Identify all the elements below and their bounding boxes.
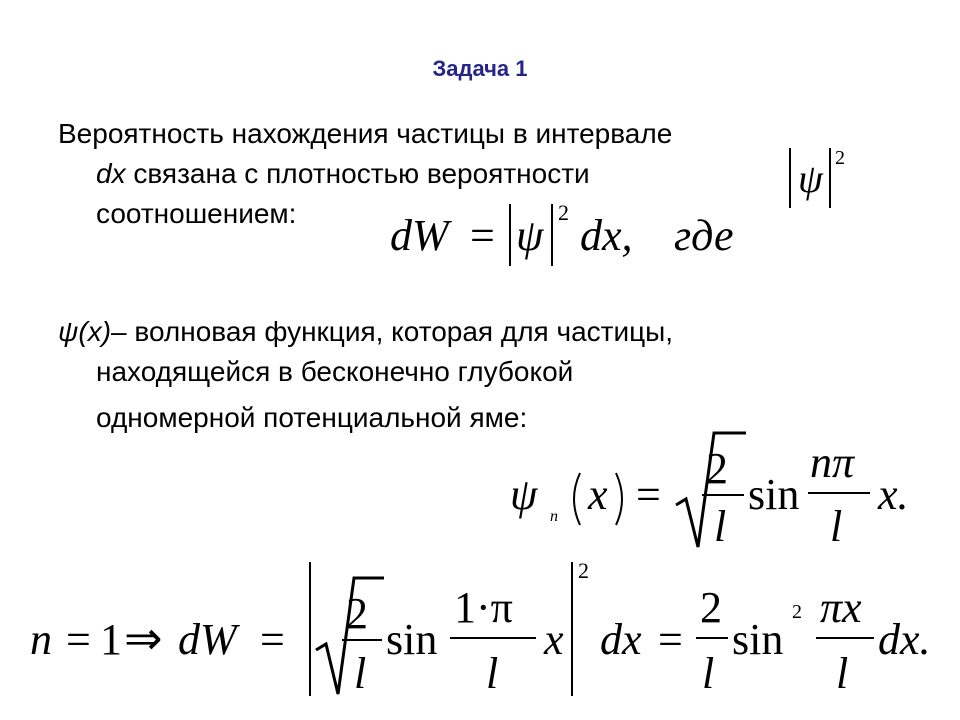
svg-text:n: n [30, 615, 52, 664]
para2-line3: одномерной потенциальной яме: [96, 402, 528, 433]
para1-line1: Вероятность нахождения частицы в интервале [58, 118, 673, 149]
svg-text:dx,: dx, [580, 211, 633, 260]
svg-text:sin: sin [386, 615, 438, 664]
svg-text:=: = [66, 615, 91, 664]
svg-text:x: x [544, 615, 564, 664]
svg-text:x: x [588, 470, 608, 519]
svg-text:=: = [636, 470, 661, 519]
svg-text:1·π: 1·π [454, 583, 513, 632]
svg-text:sin: sin [732, 615, 784, 664]
dw-relation-formula [390, 194, 770, 274]
svg-text:ψ: ψ [510, 470, 538, 519]
svg-text:2: 2 [558, 200, 569, 225]
svg-text:n: n [550, 508, 558, 525]
svg-text:⇒: ⇒ [124, 613, 163, 664]
svg-text:πx: πx [820, 583, 862, 632]
svg-text:sin: sin [748, 470, 800, 519]
svg-text:=: = [470, 211, 495, 260]
svg-text:l: l [702, 649, 715, 698]
para1-line2: dx связана с плотностью вероятности [96, 158, 590, 189]
svg-text:dx.: dx. [878, 615, 931, 664]
para2-line1: ψ(x)– волновая функция, которая для частицы, [58, 316, 674, 347]
svg-text:=: = [658, 615, 683, 664]
paragraph-wavefunction [58, 312, 673, 438]
psi-x-variable: ψ(x) [58, 316, 112, 347]
svg-text:nπ: nπ [810, 438, 855, 487]
slide-title: Задача 1 [432, 56, 528, 81]
svg-text:ψ: ψ [516, 211, 544, 260]
svg-text:dx: dx [600, 615, 642, 664]
para2-line2: находящейся в бесконечно глубокой [96, 356, 574, 387]
svg-text:l: l [354, 649, 367, 698]
svg-text:dW: dW [178, 615, 237, 664]
dx-variable: dx [96, 158, 126, 189]
svg-text:l: l [714, 502, 727, 551]
svg-text:l: l [486, 649, 499, 698]
svg-text:2: 2 [578, 558, 589, 583]
svg-text:x.: x. [878, 470, 909, 519]
psi-squared-formula [780, 140, 860, 220]
para1-line3: соотношением: [96, 198, 297, 229]
wavefunction-formula [500, 425, 940, 555]
svg-text:2: 2 [346, 589, 368, 638]
svg-text:2: 2 [792, 601, 802, 623]
svg-text:=: = [260, 615, 285, 664]
svg-text:1: 1 [100, 615, 122, 664]
svg-text:l: l [830, 502, 843, 551]
svg-text:l: l [836, 649, 849, 698]
svg-text:2: 2 [835, 147, 845, 169]
svg-text:2: 2 [700, 583, 722, 632]
case-n1-formula [20, 554, 950, 704]
svg-text:где: где [674, 211, 734, 260]
svg-text:dW: dW [390, 211, 449, 260]
svg-text:2: 2 [706, 444, 728, 493]
svg-text:ψ: ψ [798, 156, 823, 201]
